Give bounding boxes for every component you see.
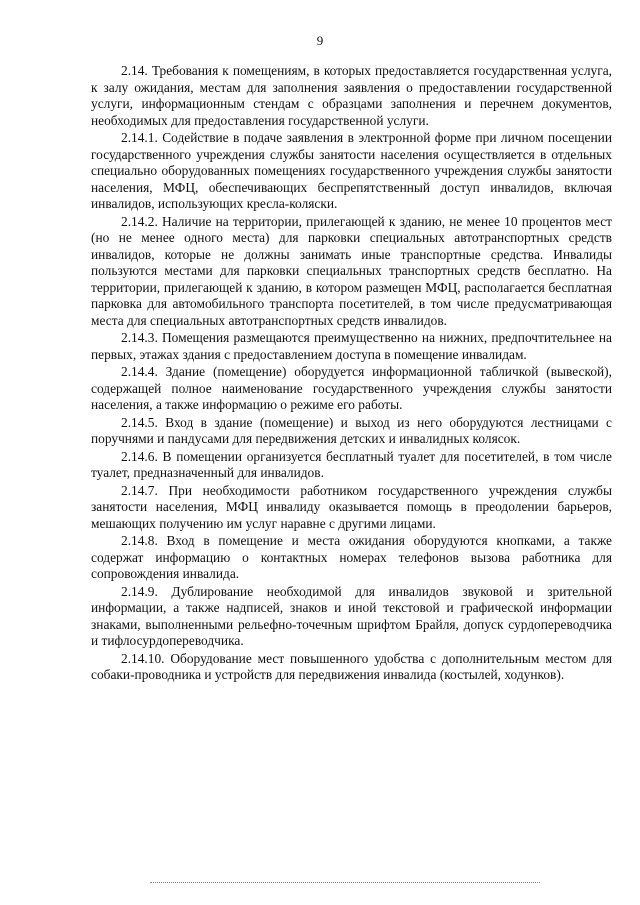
paragraph-2-14-1: 2.14.1. Содействие в подаче заявления в электронной форме при личном посещении государственного учреждения службы занятости населения осуществляется в отдельных специально оборудованных помещениях государственного учреждения службы занятости населения, МФЦ, обеспечивающих беспрепятственный доступ инвалидов, включая инвалидов, использующих кресла-коляски. [91,130,612,211]
paragraph-2-14-7: 2.14.7. При необходимости работником государственного учреждения службы занятости населения, МФЦ инвалиду оказывается помощь в преодолении барьеров, мешающих получению им услуг наравне с другими лицами. [91,482,612,531]
paragraph-2-14-2: 2.14.2. Наличие на территории, прилегающей к зданию, не менее 10 процентов мест (но не менее одного места) для парковки специальных автотранспортных средств инвалидов, которые не должны занимать иные транспортные средства. Инвалиды пользуются местами для парковки специальных транспортных средств бесплатно. На территории, прилегающей к зданию, в котором размещен МФЦ, располагается бесплатная парковка для автомобильного транспорта посетителей, в том числе предусматривающая места для специальных автотранспортных средств инвалидов. [91,213,612,328]
paragraph-2-14-9: 2.14.9. Дублирование необходимой для инвалидов звуковой и зрительной информации, а также надписей, знаков и иной текстовой и графической информации знаками, выполненными рельефно-точечным шрифтом Брайля, допуск сурдопереводчика и тифлосурдопереводчика. [91,583,612,648]
paragraph-2-14-8: 2.14.8. Вход в помещение и места ожидания оборудуются кнопками, а также содержат информацию о контактных номерах телефонов вызова работника для сопровождения инвалида. [91,533,612,581]
paragraph-2-14-10: 2.14.10. Оборудование мест повышенного удобства с дополнительным местом для собаки-проводника и устройств для передвижения инвалида (костылей, ходунков). [91,650,612,682]
page-number: 9 [316,33,324,48]
document-body [91,63,612,685]
paragraph-2-14-5: 2.14.5. Вход в здание (помещение) и выход из него оборудуются лестницами с поручнями и пандусами для передвижения детских и инвалидных колясок. [91,414,612,446]
footer-divider [150,882,540,883]
paragraph-2-14: 2.14. Требования к помещениям, в которых предоставляется государственная услуга, к залу ожидания, местам для заполнения заявления о предоставлении государственной услуги, информационным стендам с образцами заполнения и перечнем документов, необходимых для предоставления государственной услуги. [91,63,612,128]
paragraph-2-14-4: 2.14.4. Здание (помещение) оборудуется информационной табличкой (вывеской), содержащей полное наименование государственного учреждения службы занятости населения, а также информацию о режиме его работы. [91,364,612,412]
paragraph-2-14-3: 2.14.3. Помещения размещаются преимущественно на нижних, предпочтительнее на первых, этажах здания с предоставлением доступа в помещение инвалидам. [91,330,612,362]
paragraph-2-14-6: 2.14.6. В помещении организуется бесплатный туалет для посетителей, в том числе туалет, предназначенный для инвалидов. [91,448,612,480]
